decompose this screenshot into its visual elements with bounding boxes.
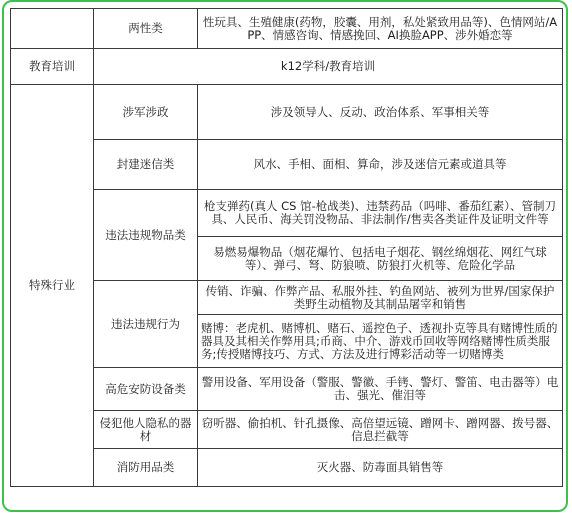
description-cell: 赌博：老虎机、赌博机、赌石、遥控色子、透视扑克等具有赌博性质的器具及其相关作弊用具;币商、中介、游戏币回收等网络赌博性质类服务;传授赌博技巧、方式、方法及进行博彩活动等一切赌博类 [198,315,563,368]
subcategory-cell: 侵犯他人隐私的器材 [94,411,198,449]
table-row [11,281,563,315]
description-cell: 警用设备、军用设备（警服、警徽、手铐、警灯、警笛、电击器等）电击、强光、催泪等 [198,368,563,411]
subcategory-cell: 消防用品类 [94,449,198,487]
table-frame [2,0,568,512]
table-row [11,449,563,487]
subcategory-cell: 涉军涉政 [94,85,198,140]
category-cell-empty [11,9,94,49]
subcategory-cell: 违法违规物品类 [94,190,198,281]
table-row [11,411,563,449]
table-row [11,368,563,411]
description-cell: 灭火器、防毒面具销售等 [198,449,563,487]
category-cell: 特殊行业 [11,85,94,487]
description-cell: 易燃易爆物品（烟花爆竹、包括电子烟花、钢丝绵烟花、网红气球等）、弹弓、弩、防狼喷、防狼打火机等、危险化学品 [198,237,563,281]
table-row [11,140,563,190]
category-cell: 教育培训 [11,49,94,85]
description-cell: 传销、诈骗、作弊产品、私服外挂、钓鱼网站、被列为世界/国家保护类野生动植物及其制品屠宰和销售 [198,281,563,315]
policy-table [10,8,563,487]
table-row [11,9,563,49]
table-row [11,85,563,140]
description-cell: 窃听器、偷拍机、针孔摄像、高倍望远镜、蹭网卡、蹭网器、拨号器、信息拦截等 [198,411,563,449]
subcategory-cell: 两性类 [94,9,198,49]
description-cell: 性玩具、生殖健康(药物，胶囊、用剂，私处紧致用品等)、色情网站/APP、情感咨询、情感挽回、AI换脸APP、涉外婚恋等 [198,9,563,49]
subcategory-cell: 封建迷信类 [94,140,198,190]
subcategory-cell: 高危安防设备类 [94,368,198,411]
table-row [11,49,563,85]
description-cell: 枪支弹药(真人 CS 馆-枪战类)、违禁药品（吗啡、番茄红素）、管制刀具、人民币、海关罚没物品、非法制作/售卖各类证件及证明文件等 [198,190,563,237]
subcategory-cell: 违法违规行为 [94,281,198,368]
table-row [11,190,563,237]
description-cell: 风水、手相、面相、算命，涉及迷信元素或道具等 [198,140,563,190]
description-cell: k12学科/教育培训 [94,49,563,85]
description-cell: 涉及领导人、反动、政治体系、军事相关等 [198,85,563,140]
